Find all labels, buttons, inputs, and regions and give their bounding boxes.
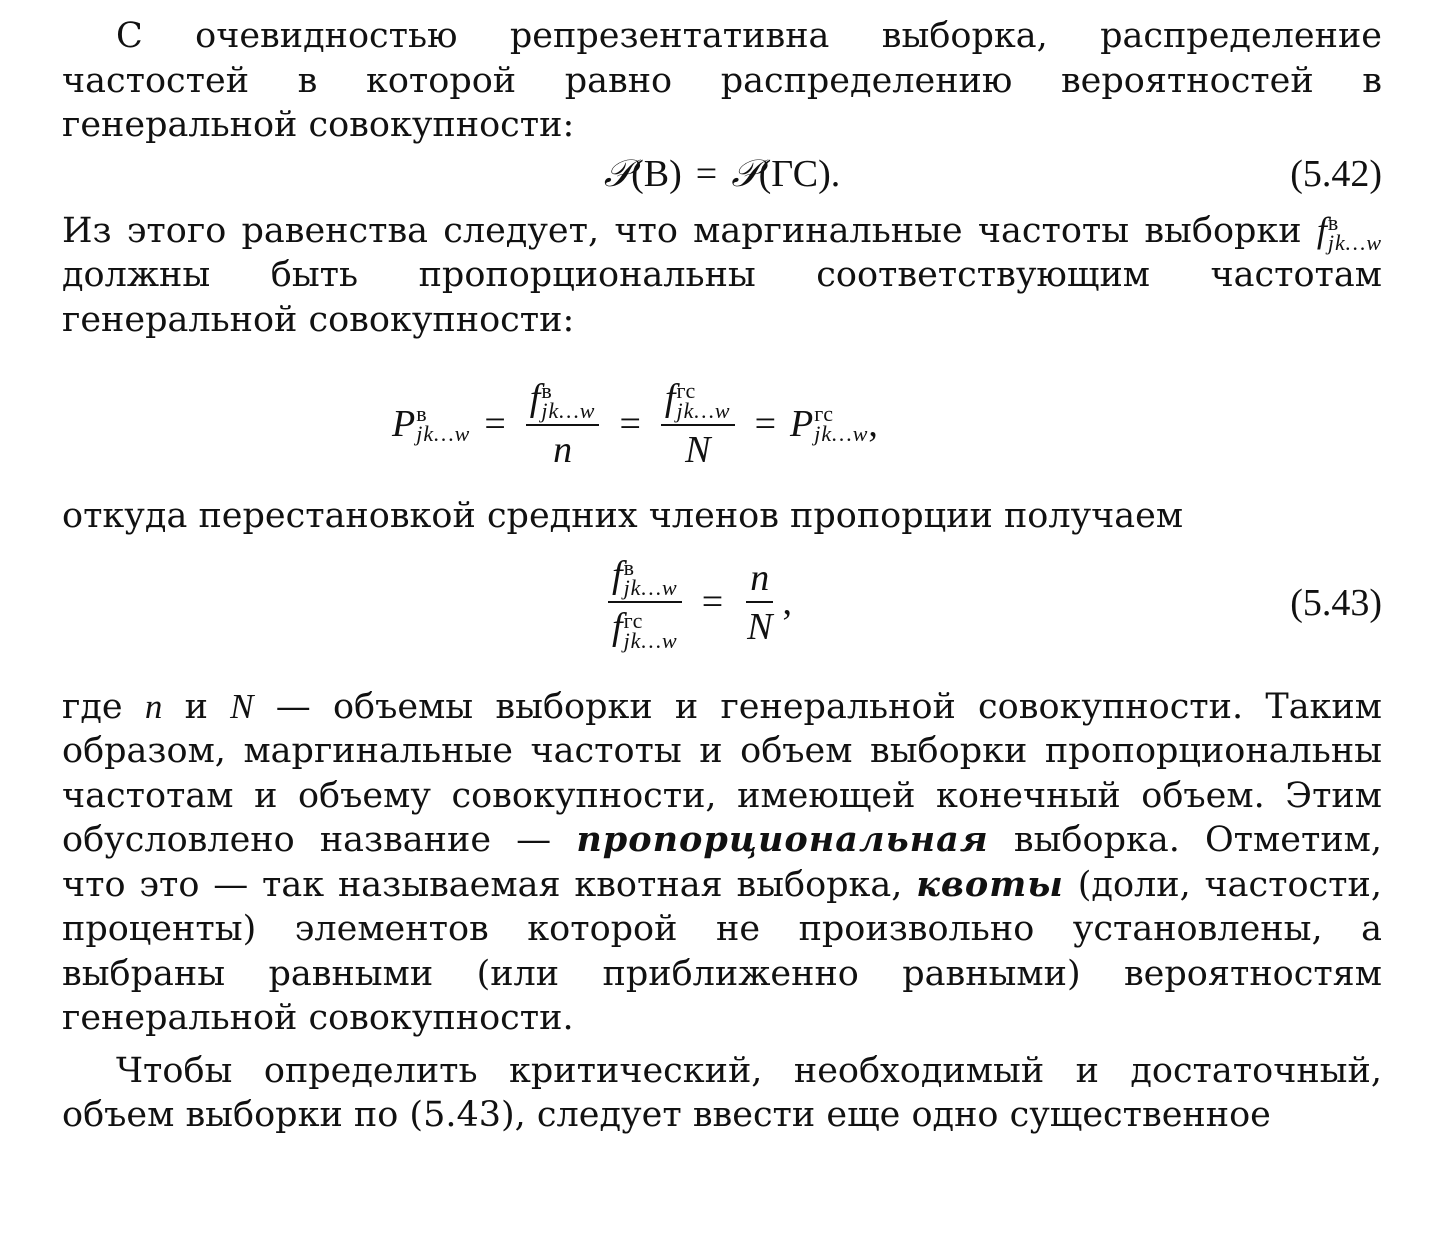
fraction-f-sample-over-n: f в jk…w n — [526, 378, 600, 470]
equation-proportion — [62, 364, 1382, 484]
fraction-f-sample-over-f-population: f в jk…w f гс jk…w — [608, 555, 682, 651]
fraction-n-over-N: $\frac{n}{N}$ — [747, 557, 773, 649]
fraction-f-population-over-N: f гс jk…w N — [661, 378, 735, 470]
term-proportional: пропорциональная — [576, 819, 989, 861]
equation-5-43 — [62, 543, 1382, 663]
equation-5-43-body: f в jk…w f гс jk…w = $\frac{n}{N}$ , — [602, 555, 792, 651]
paragraph-representative-sample: С очевидностью репрезентативна выборка, распределение частостей в которой равно распределению вероятностей в генеральной совокупности: — [62, 16, 1382, 145]
term-quotas: квоты — [916, 863, 1064, 905]
inline-f-sample: f в jk…w — [1316, 209, 1382, 256]
equation-number-5-43: (5.43) — [1290, 581, 1382, 624]
paragraph-marginal-frequencies: Из этого равенства следует, что маргинальные частоты выборки f в jk…w должны быть пропорциональны соответствующим частотам генеральной совокупности: — [62, 209, 1382, 340]
paragraph-proportional-sample: где n и N — объемы выборки и генеральной совокупности. Таким образом, маргинальные частоты и объем выборки пропорциональны частотам и объему совокупности, имеющей конечный объем. Этим обусловлено название — пропорциональная выборка. Отметим, что это — так называемая квотная выборка, квоты (доли, частости, проценты) элементов которой не произвольно установлены, а выбраны равными (или приближенно равными) вероятностям генеральной совокупности. — [62, 686, 1382, 1039]
paragraph-permutation: откуда перестановкой средних членов пропорции получаем — [62, 496, 1184, 537]
equation-number-5-42: (5.42) — [1290, 152, 1382, 195]
document-page — [62, 14, 1382, 1138]
equation-proportion-body: P в jk…w = f в jk…w n = f гс jk…w N = P гс jk…w , — [392, 377, 878, 472]
equation-5-42 — [62, 148, 1382, 200]
paragraph-critical-volume: Чтобы определить критический, необходимый и достаточный, объем выборки по (5.43), следует ввести еще одно существенное — [62, 1050, 1382, 1136]
equation-5-42-body: 𝒫(В) = 𝒫(ГС). — [603, 150, 841, 195]
